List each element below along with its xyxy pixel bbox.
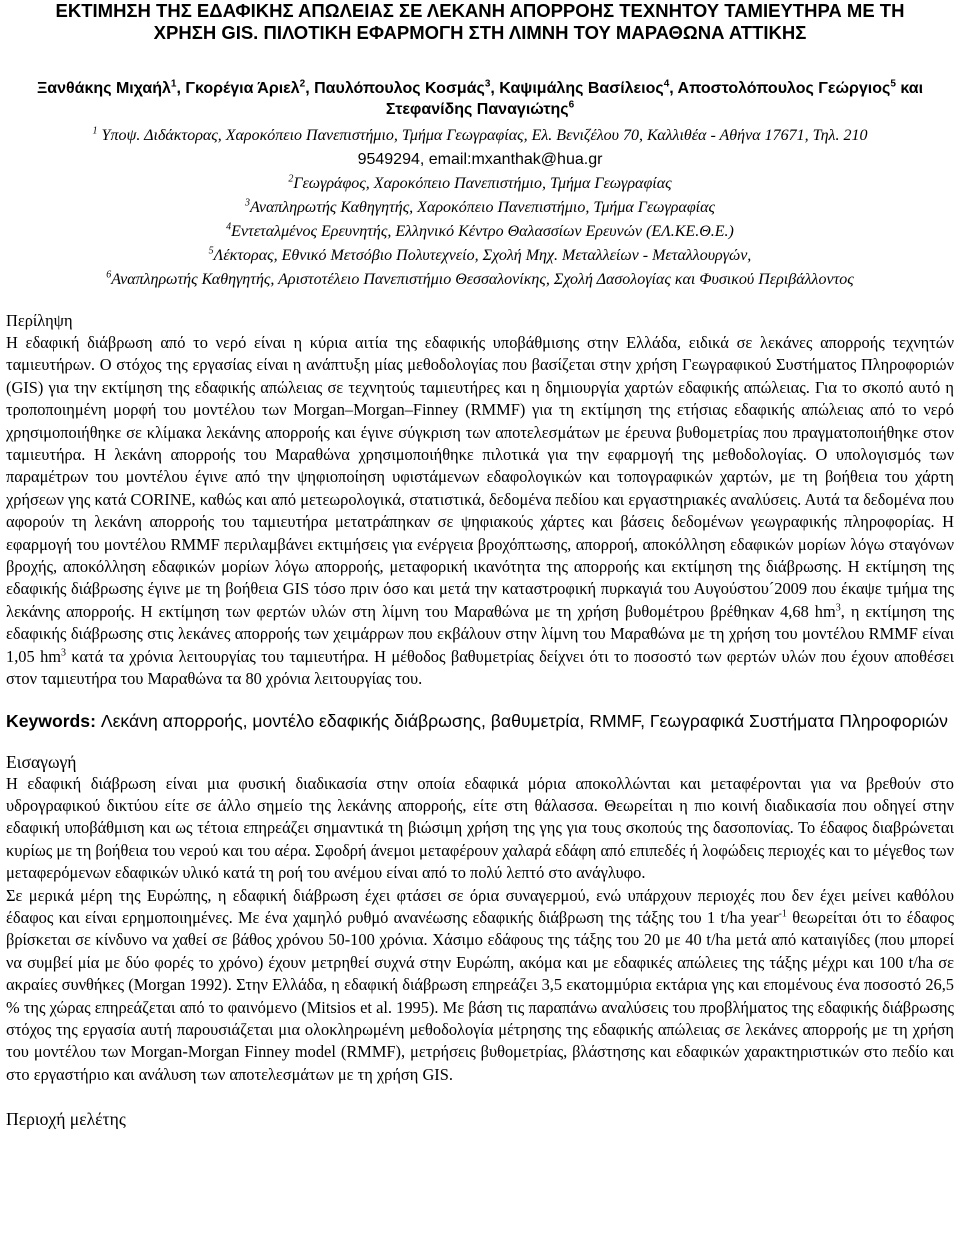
affiliation-1 — [6, 124, 954, 172]
author-affiliation-mark: 5 — [890, 78, 896, 90]
keywords-label: Keywords: — [6, 710, 96, 731]
affiliation-3 — [6, 196, 954, 220]
intro-text: Σε μερικά μέρη της Ευρώπης, η εδαφική διάβρωση έχει φτάσει σε όρια συναγερμού, ενώ υπάρχουν περιοχές που δεν έχει μείνει καθόλου έδαφος και είναι ερημοποιημένες. Με ένα χαμηλό ρυθμό ανανέωσης εδαφικής διάβρωση της τάξης του 1 t/ha year — [6, 885, 954, 927]
author-affiliation-mark: 6 — [568, 99, 575, 111]
author-affiliation-mark: 3 — [484, 78, 491, 90]
author-separator: , — [176, 80, 186, 97]
affiliation-contact: 9549294, email:mxanthak@hua.gr — [357, 151, 603, 168]
author-separator: , — [490, 80, 500, 97]
affiliation-text: Αναπληρωτής Καθηγητής, Χαροκόπειο Πανεπιστήμιο, Τμήμα Γεωγραφίας — [249, 199, 716, 216]
affiliations — [6, 124, 954, 292]
unit-exponent: 3 — [835, 602, 841, 614]
author-name: Αποστολόπουλος Γεώργιος — [677, 80, 891, 97]
abstract-text: , η εκτίμηση της εδαφικής διάβρωσης στις λεκάνες απορροής των χειμάρρων που εκβάλουν στην λίμνη του Μαραθώνα με τη χρήση του μοντέλου RMMF είναι 1,05 hm — [6, 601, 954, 666]
affiliation-text: Υποψ. Διδάκτορας, Χαροκόπειο Πανεπιστήμιο, Τμήμα Γεωγραφίας, Ελ. Βενιζέλου 70, Καλλιθέα - Αθήνα 17671, Τηλ. 210 — [101, 127, 868, 144]
affiliation-2 — [6, 172, 954, 196]
author-name: Ξανθάκης Μιχαήλ — [36, 80, 171, 97]
affiliation-5 — [6, 244, 954, 268]
title-line-1: ΕΚΤΙΜΗΣΗ ΤΗΣ ΕΔΑΦΙΚΗΣ ΑΠΩΛΕΙΑΣ ΣΕ ΛΕΚΑΝΗ ΑΠΟΡΡΟΗΣ ΤΕΧΝΗΤΟΥ ΤΑΜΙΕΥΤΗΡΑ ΜΕ ΤΗ — [55, 0, 905, 21]
author-affiliation-mark: 1 — [170, 78, 177, 90]
intro-paragraph-2 — [6, 885, 954, 1087]
author-affiliation-mark: 4 — [663, 78, 670, 90]
paper-title — [6, 0, 954, 44]
unit-exponent: -1 — [778, 908, 787, 920]
author-name: Καψιμάλης Βασίλειος — [499, 80, 664, 97]
abstract-heading: Περίληψη — [6, 311, 73, 330]
affiliation-6 — [6, 268, 954, 292]
affiliation-mark: 4 — [226, 221, 232, 233]
affiliation-text: Λέκτορας, Εθνικό Μετσόβιο Πολυτεχνείο, Σχολή Μηχ. Μεταλλείων - Μεταλλουργών, — [213, 247, 752, 264]
affiliation-text: Αναπληρωτής Καθηγητής, Αριστοτέλειο Πανεπιστήμιο Θεσσαλονίκης, Σχολή Δασολογίας και Φυσικού Περιβάλλοντος — [111, 271, 854, 288]
intro-text: θεωρείται ότι το έδαφος βρίσκεται σε κίνδυνο να χαθεί σε βάθος χρόνου 50-100 χρόνια. Χάσιμο εδάφους της τάξης του 20 με 40 t/ha μετά από καταιγίδες (που μπορεί να συμβεί μία με δύο φορές το χρόνο) έχουν μετρηθεί συχνά στην Ευρώπη, ακόμα και με εδαφικές απώλειες της τάξης μέχρι και 100 t/ha σε ακραίες συνθήκες (Morgan 1992). Στην Ελλάδα, η εδαφική διάβρωση επηρεάζει 3,5 εκατομμύρια εκτάρια γης και επομένους ένα ποσοστό 26,5 % της χώρας επηρεάζεται από το φαινόμενο (Mitsios et al. 1995). Με βάση τις παραπάνω αναλύσεις του προβλήματος της εδαφικής διάβρωσης στόχος της εργασία αυτή παρουσιάζεται μια ολοκληρωμένη μεθοδολογία μέτρησης της εδαφικής απώλειας σε λεκάνες απορροής με τη χρήση του μοντέλου των Morgan-Morgan Finney model (RMMF), μετρήσεις βυθομετρίας, βλάστησης και εδαφικών χαρακτηριστικών στο πεδίο και στο εργαστήριο και ανάλυση των αποτελεσμάτων με τη χρήση GIS. — [6, 907, 954, 1084]
affiliation-4 — [6, 220, 954, 244]
author-name: Γκορέγια Άριελ — [185, 80, 300, 97]
author-separator: και — [895, 80, 924, 97]
affiliation-mark: 3 — [244, 197, 250, 209]
affiliation-mark: 2 — [288, 173, 294, 185]
author-separator: , — [305, 80, 315, 97]
affiliation-text: Γεωγράφος, Χαροκόπειο Πανεπιστήμιο, Τμήμα Γεωγραφίας — [293, 175, 672, 192]
study-area-heading: Περιοχή μελέτης — [6, 1109, 126, 1130]
keywords — [6, 709, 954, 733]
author-name: Παυλόπουλος Κοσμάς — [314, 80, 485, 97]
abstract-paragraph — [6, 332, 954, 691]
intro-heading: Εισαγωγή — [6, 751, 77, 772]
abstract-text: Η εδαφική διάβρωση από το νερό είναι η κύρια αιτία της εδαφικής υποβάθμισης στην Ελλάδα, ειδικά σε λεκάνες απορροής τεχνητών ταμιευτήρων. Ο στόχος της εργασίας είναι η ανάπτυξη μίας μεθοδολογίας που βασίζεται στην χρήση Γεωγραφικού Συστήματος Πληροφοριών (GIS) για την εκτίμηση της εδαφικής απώλειας σε τεχνητούς ταμιευτήρες και η δημιουργία χαρτών εδαφικής απώλειας. Για το σκοπό αυτό η τροποποιημένη μορφή του μοντέλου των Morgan–Morgan–Finney (RMMF) για τη εκτίμηση της ετήσιας εδαφικής απώλειας από το νερό χρησιμοποιήθηκε σε κλίμακα λεκάνης απορροής και έγινε σύγκριση των αποτελεσμάτων με έρευνα βυθομετρίας που πραγματοποιήθηκε στον ταμιευτήρα. Η λεκάνη απορροής του Μαραθώνα χρησιμοποιήθηκε πιλοτικά για την εφαρμογή της μεθοδολογίας. Ο υπολογισμός των παραμέτρων του μοντέλου έγινε από την ψηφιοποίηση υφιστάμενων εδαφολογικών και τοπογραφικών χαρτών, με τη βοήθεια του χάρτη χρήσεων γης κατά CORINE, καθώς και από μετεωρολογικά, στατιστικά, δεδομένα πεδίου και εργαστηριακές αναλύσεις. Αυτά τα δεδομένα που αφορούν τη λεκάνη απορροής του ταμιευτήρα μετατράπηκαν σε ψηφιακούς χάρτες και βάσεις δεδομένων γεωγραφικής πληροφορίας. Η εφαρμογή του μοντέλου RMMF περιλαμβάνει εκτιμήσεις για ενέργεια βροχόπτωσης, απορροή, αποκόλληση εδαφικών μορίων λόγω σταγόνων βροχής, αποκόλληση εδαφικών μορίων λόγω απορροής, μεταφορική ικανότητα της απορροής και εκτίμηση της διάβρωσης. Η εκτίμηση της εδαφικής διάβρωσης έγινε με τη βοήθεια GIS τόσο πριν όσο και μετά την καταστροφική πυρκαγιά του Αυγούστου´2009 που έκαψε τμήμα της λεκάνης απορροής. Η εκτίμηση των φερτών υλών στη λίμνη του Μαραθώνα με τη χρήση βυθομέτρου βρέθηκαν 4,68 hm — [6, 333, 954, 621]
keywords-text: Λεκάνη απορροής, μοντέλο εδαφικής διάβρωσης, βαθυμετρία, RMMF, Γεωγραφικά Συστήματα Πληροφοριών — [95, 710, 948, 731]
unit-exponent: 3 — [61, 647, 67, 659]
affiliation-mark: 6 — [106, 269, 112, 281]
affiliation-mark: 5 — [208, 245, 214, 257]
author-separator: , — [669, 80, 678, 97]
author-list — [6, 78, 954, 120]
abstract-text: κατά τα χρόνια λειτουργίας του ταμιευτήρα. Η μέθοδος βαθυμετρίας δείχνει ότι το ποσοστό των φερτών υλών που έχουν αποθέσει στον ταμιευτήρα του Μαραθώνα τα 80 χρόνια λειτουργίας του. — [6, 646, 954, 689]
affiliation-mark: 1 — [92, 125, 98, 137]
author-name: Στεφανίδης Παναγιώτης — [385, 101, 569, 118]
title-line-2: ΧΡΗΣΗ GIS. ΠΙΛΟΤΙΚΗ ΕΦΑΡΜΟΓΗ ΣΤΗ ΛΙΜΝΗ ΤΟΥ ΜΑΡΑΘΩΝΑ ΑΤΤΙΚΗΣ — [153, 22, 807, 43]
author-affiliation-mark: 2 — [299, 78, 306, 90]
affiliation-text: Εντεταλμένος Ερευνητής, Ελληνικό Κέντρο Θαλασσίων Ερευνών (ΕΛ.ΚΕ.Θ.Ε.) — [231, 223, 734, 240]
intro-paragraph-1: Η εδαφική διάβρωση είναι μια φυσική διαδικασία στην οποία εδαφικά μόρια αποκολλώνται και μεταφέρονται για να βρεθούν στο υδρογραφικού δικτύου είτε σε άλλο σημείο της λεκάνης απορροής, είτε στη θάλασσα. Θεωρείται η πιο κοινή διαδικασία που οδηγεί στην εδαφική υποβάθμιση και ως τέτοια επηρεάζει σημαντικά τη βιώσιμη χρήση της γης για τους σκοπούς της δασοπονίας. Το έδαφος διαβρώνεται κυρίως με τη βοήθεια του νερού και του αέρα. Σφοδρή άνεμοι μεταφέρουν χαλαρά εδάφη από επιπεδές ή λοφώδεις περιοχές και το μέγεθος των μεταφερόμενων εδαφικών υλικό κατά τη ροή του ανέμου είναι από το πολύ λεπτό στο ανάγλυφο. — [6, 773, 954, 883]
